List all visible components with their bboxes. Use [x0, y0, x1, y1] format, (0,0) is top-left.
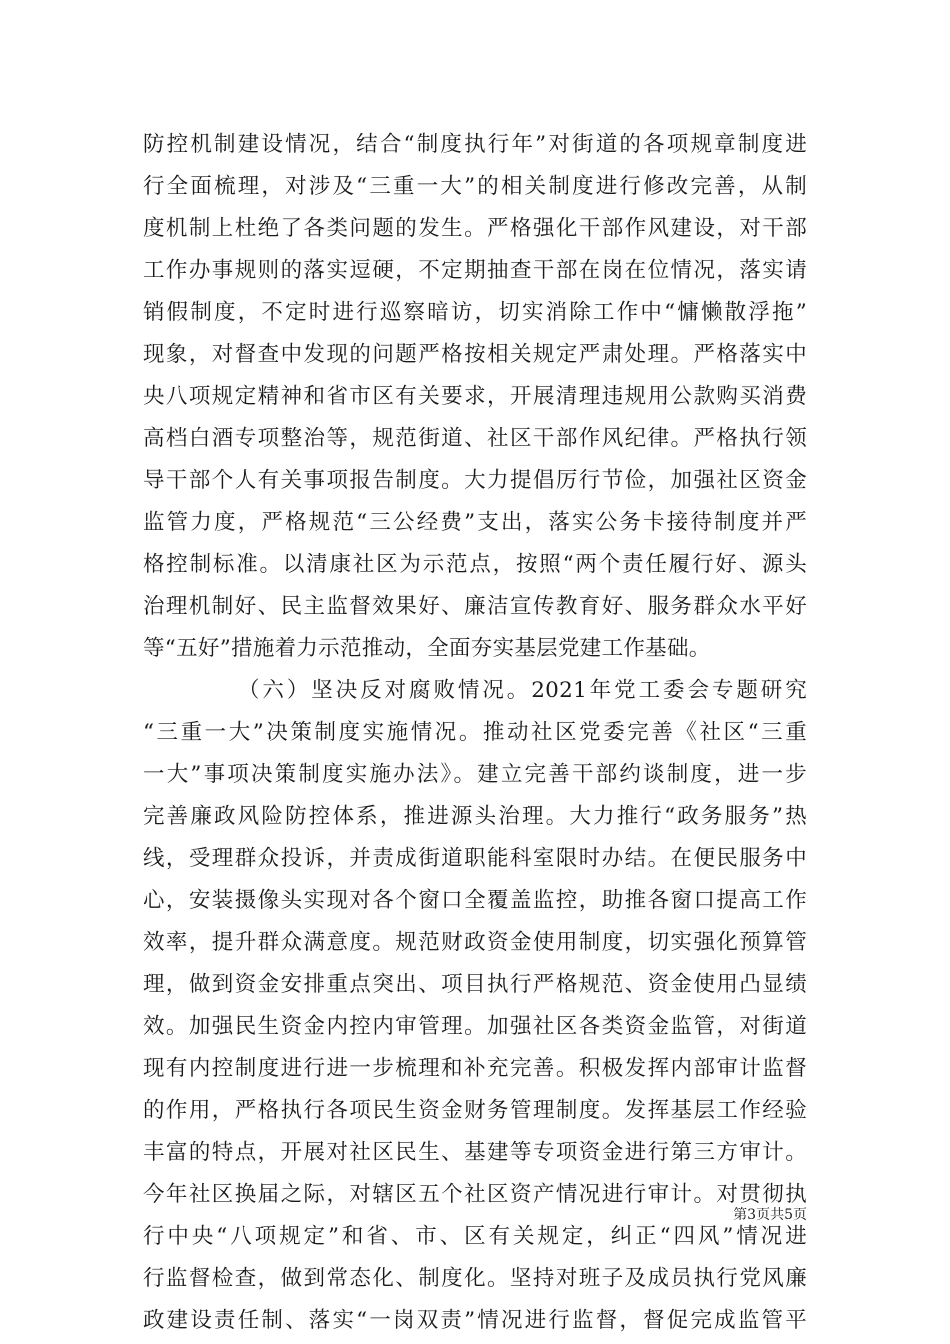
body-text-line: 防控机制建设情况，结合“制度执行年”对街道的各项规章制度进 [143, 132, 807, 157]
body-text-line: 行全面梳理，对涉及“三重一大”的相关制度进行修改完善，从制 [143, 174, 807, 199]
section-heading-line: （六）坚决反对腐败情况。2021年党工委会专题研究 [238, 678, 807, 703]
body-text-line: 格控制标准。以清康社区为示范点，按照“两个责任履行好、源头 [143, 552, 807, 577]
body-text-line: 央八项规定精神和省市区有关要求，开展清理违规用公款购买消费 [143, 384, 807, 409]
body-text-line: 治理机制好、民主监督效果好、廉洁宣传教育好、服务群众水平好 [143, 594, 807, 619]
body-text-line: 现象，对督查中发现的问题严格按相关规定严肃处理。严格落实中 [143, 342, 807, 367]
body-text-line: 度机制上杜绝了各类问题的发生。严格强化干部作风建设，对干部 [143, 216, 807, 241]
body-text-line: 今年社区换届之际，对辖区五个社区资产情况进行审计。对贯彻执 [143, 1182, 807, 1207]
page-number-footer: 第3页共5页 [733, 1207, 807, 1223]
body-text-line: 行监督检查，做到常态化、制度化。坚持对班子及成员执行党风廉 [143, 1266, 807, 1291]
body-text-line: 完善廉政风险防控体系，推进源头治理。大力推行“政务服务”热 [143, 804, 807, 829]
body-text-line: 心，安装摄像头实现对各个窗口全覆盖监控，助推各窗口提高工作 [143, 888, 807, 913]
body-text-line: 销假制度，不定时进行巡察暗访，切实消除工作中“慵懒散浮拖” [143, 300, 807, 325]
body-text-line: 导干部个人有关事项报告制度。大力提倡厉行节俭，加强社区资金 [143, 468, 807, 493]
body-text-line: 理，做到资金安排重点突出、项目执行严格规范、资金使用凸显绩 [143, 972, 807, 997]
body-text-line: 行中央“八项规定”和省、市、区有关规定，纠正“四风”情况进 [143, 1224, 807, 1249]
body-text-line: 现有内控制度进行进一步梳理和补充完善。积极发挥内部审计监督 [143, 1056, 807, 1081]
body-text-line: 丰富的特点，开展对社区民生、基建等专项资金进行第三方审计。 [143, 1140, 807, 1165]
body-text-line: 一大”事项决策制度实施办法》。建立完善干部约谈制度，进一步 [143, 762, 807, 787]
body-text-line: 等“五好”措施着力示范推动，全面夯实基层党建工作基础。 [143, 636, 711, 661]
body-text-line: 线，受理群众投诉，并责成街道职能科室限时办结。在便民服务中 [143, 846, 807, 871]
body-text-line: “三重一大”决策制度实施情况。推动社区党委完善《社区“三重 [143, 720, 807, 745]
body-text-line: 高档白酒专项整治等，规范街道、社区干部作风纪律。严格执行领 [143, 426, 807, 451]
body-text-line: 的作用，严格执行各项民生资金财务管理制度。发挥基层工作经验 [143, 1098, 807, 1123]
body-text-line: 政建设责任制、落实“一岗双责”情况进行监督，督促完成监管平 [143, 1308, 807, 1333]
body-text-line: 效率，提升群众满意度。规范财政资金使用制度，切实强化预算管 [143, 930, 807, 955]
body-text-line: 效。加强民生资金内控内审管理。加强社区各类资金监管，对街道 [143, 1014, 807, 1039]
body-text-line: 工作办事规则的落实逗硬，不定期抽查干部在岗在位情况，落实请 [143, 258, 807, 283]
body-text-line: 监管力度，严格规范“三公经费”支出，落实公务卡接待制度并严 [143, 510, 807, 535]
